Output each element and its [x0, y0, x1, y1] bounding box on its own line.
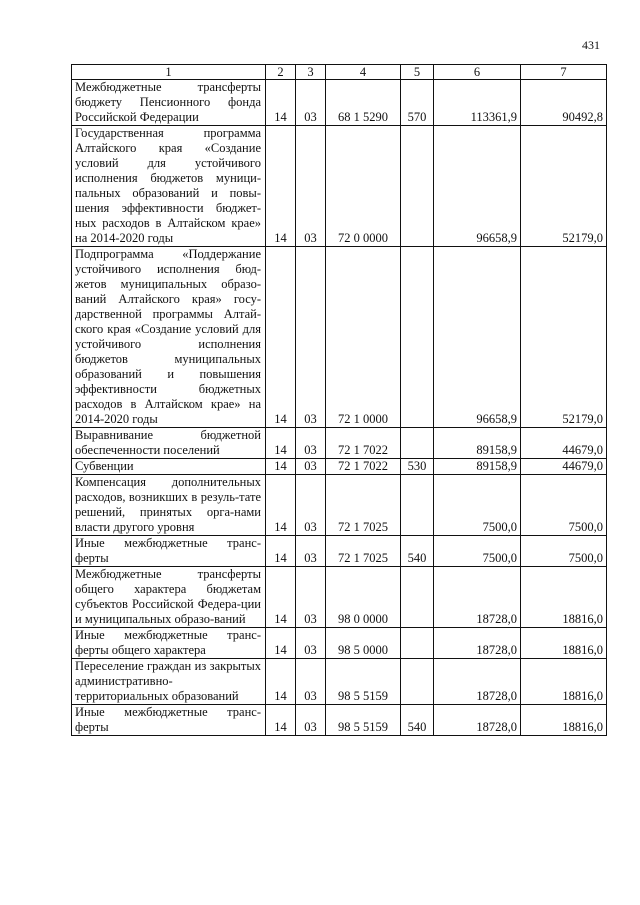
- row-amount-1: 18728,0: [434, 628, 521, 659]
- table-row: [72, 428, 607, 459]
- row-subsection: 03: [296, 80, 326, 126]
- row-expense-type: [401, 659, 434, 705]
- row-section: 14: [266, 536, 296, 567]
- row-amount-2: 18816,0: [521, 628, 607, 659]
- row-amount-2: 7500,0: [521, 475, 607, 536]
- row-subsection: 03: [296, 428, 326, 459]
- row-amount-1: 7500,0: [434, 536, 521, 567]
- row-target-code: 72 0 0000: [326, 126, 401, 247]
- row-amount-1: 89158,9: [434, 428, 521, 459]
- row-section: 14: [266, 659, 296, 705]
- row-expense-type: [401, 247, 434, 428]
- header-col-6: 6: [434, 65, 521, 80]
- row-target-code: 72 1 0000: [326, 247, 401, 428]
- header-row: [72, 65, 607, 80]
- row-section: 14: [266, 705, 296, 736]
- row-name: Компенсация дополнительных расходов, возникших в резуль-тате решений, принятых орга-нами власти другого уровня: [72, 475, 266, 536]
- row-name: Выравнивание бюджетной обеспеченности поселений: [72, 428, 266, 459]
- row-amount-1: 96658,9: [434, 247, 521, 428]
- row-subsection: 03: [296, 126, 326, 247]
- row-subsection: 03: [296, 659, 326, 705]
- row-amount-2: 52179,0: [521, 247, 607, 428]
- row-name: Переселение граждан из закрытых административно-территориальных образований: [72, 659, 266, 705]
- row-expense-type: [401, 475, 434, 536]
- row-amount-2: 44679,0: [521, 459, 607, 475]
- header-col-7: 7: [521, 65, 607, 80]
- table-row: [72, 705, 607, 736]
- row-amount-1: 7500,0: [434, 475, 521, 536]
- row-amount-2: 18816,0: [521, 659, 607, 705]
- row-amount-1: 18728,0: [434, 705, 521, 736]
- row-subsection: 03: [296, 567, 326, 628]
- row-expense-type: 540: [401, 705, 434, 736]
- row-amount-1: 89158,9: [434, 459, 521, 475]
- page-number: 431: [582, 38, 600, 52]
- row-target-code: 98 0 0000: [326, 567, 401, 628]
- row-name: Межбюджетные трансферты бюджету Пенсионного фонда Российской Федерации: [72, 80, 266, 126]
- row-target-code: 98 5 0000: [326, 628, 401, 659]
- table-row: [72, 126, 607, 247]
- table-row: [72, 536, 607, 567]
- row-amount-1: 18728,0: [434, 659, 521, 705]
- row-expense-type: [401, 628, 434, 659]
- row-subsection: 03: [296, 459, 326, 475]
- row-expense-type: 540: [401, 536, 434, 567]
- row-amount-2: 7500,0: [521, 536, 607, 567]
- header-col-3: 3: [296, 65, 326, 80]
- row-section: 14: [266, 80, 296, 126]
- row-section: 14: [266, 459, 296, 475]
- row-expense-type: 530: [401, 459, 434, 475]
- row-expense-type: [401, 126, 434, 247]
- budget-table: [71, 64, 607, 736]
- row-target-code: 72 1 7022: [326, 428, 401, 459]
- row-section: 14: [266, 628, 296, 659]
- row-amount-1: 113361,9: [434, 80, 521, 126]
- table-row: [72, 659, 607, 705]
- row-section: 14: [266, 428, 296, 459]
- row-target-code: 98 5 5159: [326, 659, 401, 705]
- row-amount-1: 18728,0: [434, 567, 521, 628]
- row-target-code: 98 5 5159: [326, 705, 401, 736]
- row-subsection: 03: [296, 536, 326, 567]
- table-row: [72, 247, 607, 428]
- row-amount-2: 52179,0: [521, 126, 607, 247]
- header-col-1: 1: [72, 65, 266, 80]
- row-expense-type: 570: [401, 80, 434, 126]
- row-amount-2: 18816,0: [521, 705, 607, 736]
- row-expense-type: [401, 567, 434, 628]
- row-target-code: 72 1 7022: [326, 459, 401, 475]
- row-subsection: 03: [296, 475, 326, 536]
- table-row: [72, 80, 607, 126]
- row-amount-1: 96658,9: [434, 126, 521, 247]
- row-subsection: 03: [296, 628, 326, 659]
- row-section: 14: [266, 126, 296, 247]
- row-section: 14: [266, 567, 296, 628]
- row-section: 14: [266, 247, 296, 428]
- header-col-2: 2: [266, 65, 296, 80]
- row-name: Иные межбюджетные транс-ферты общего характера: [72, 628, 266, 659]
- row-amount-2: 18816,0: [521, 567, 607, 628]
- row-expense-type: [401, 428, 434, 459]
- header-col-4: 4: [326, 65, 401, 80]
- row-target-code: 68 1 5290: [326, 80, 401, 126]
- table-row: [72, 459, 607, 475]
- row-amount-2: 44679,0: [521, 428, 607, 459]
- row-name: Подпрограмма «Поддержание устойчивого исполнения бюд-жетов муниципальных образо-ваний Алтайского края» госу-дарственной программы Алтай-ского края «Создание условий для устойчивого исполнения бюджетов муниципальных образований и повышения эффективности бюджетных расходов в Алтайском крае» на 2014-2020 годы: [72, 247, 266, 428]
- row-target-code: 72 1 7025: [326, 475, 401, 536]
- row-subsection: 03: [296, 705, 326, 736]
- row-name: Государственная программа Алтайского края «Создание условий для устойчивого исполнения бюджетов муници-пальных образований и повы-шения эффективности бюджет-ных расходов в Алтайском крае» на 2014-2020 годы: [72, 126, 266, 247]
- row-name: Субвенции: [72, 459, 266, 475]
- row-subsection: 03: [296, 247, 326, 428]
- row-target-code: 72 1 7025: [326, 536, 401, 567]
- table-row: [72, 567, 607, 628]
- table-row: [72, 475, 607, 536]
- row-name: Иные межбюджетные транс-ферты: [72, 705, 266, 736]
- row-amount-2: 90492,8: [521, 80, 607, 126]
- table-row: [72, 628, 607, 659]
- row-section: 14: [266, 475, 296, 536]
- header-col-5: 5: [401, 65, 434, 80]
- row-name: Межбюджетные трансферты общего характера бюджетам субъектов Российской Федера-ции и муниципальных образо-ваний: [72, 567, 266, 628]
- row-name: Иные межбюджетные транс-ферты: [72, 536, 266, 567]
